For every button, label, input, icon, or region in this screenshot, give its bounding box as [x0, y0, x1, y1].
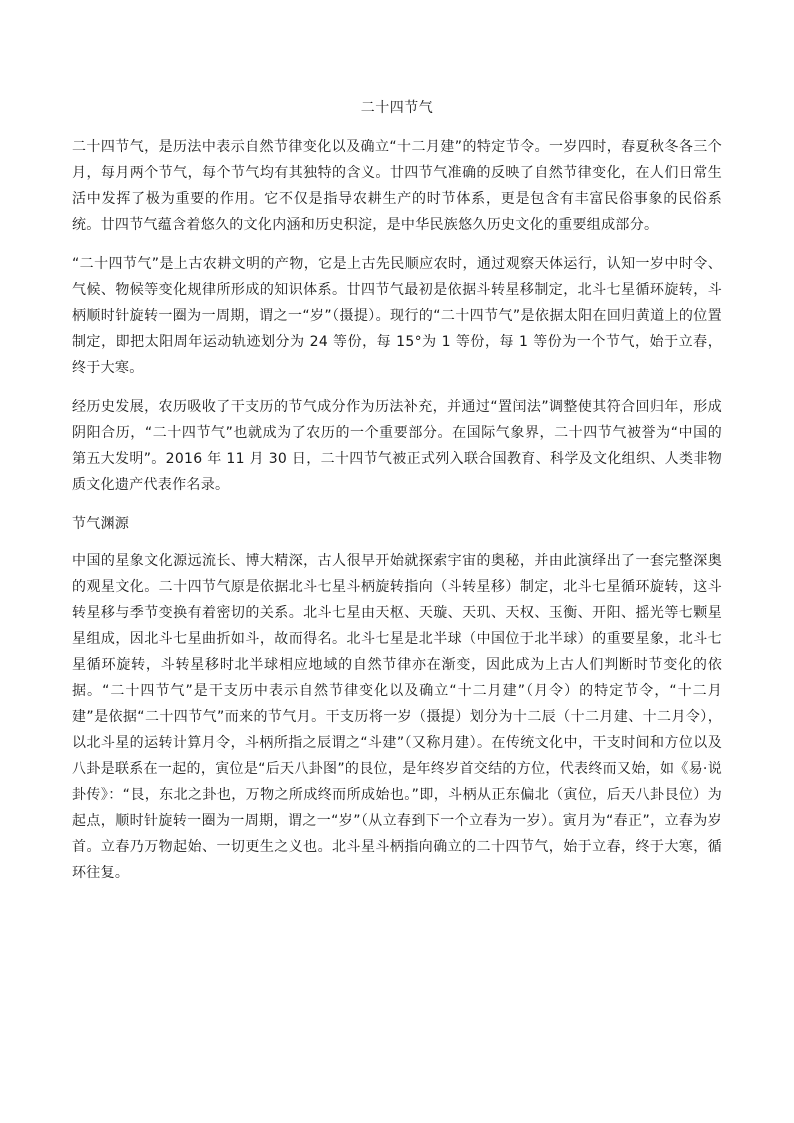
document-page — [72, 96, 722, 886]
document-title: 二十四节气 — [360, 100, 434, 116]
paragraph-section-body: 中国的星象文化源远流长、博大精深，古人很早开始就探索宇宙的奥秘，并由此演绎出了一套完整深奥的观星文化。二十四节气原是依据北斗七星斗柄旋转指向（斗转星移）制定，北斗七星循环旋转，这斗转星移与季节变换有着密切的关系。北斗七星由天枢、天璇、天玑、天权、玉衡、开阳、摇光等七颗星星组成，因北斗七星曲折如斗，故而得名。北斗七星是北半球（中国位于北半球）的重要星象，北斗七星循环旋转，斗转星移时北半球相应地域的自然节律亦在渐变，因此成为上古人们判断时节变化的依据。“二十四节气”是干支历中表示自然节律变化以及确立“十二月建”（月令）的特定节令，“十二月建”是依据“二十四节气”而来的节气月。干支历将一岁（摄提）划分为十二辰（十二月建、十二月令），以北斗星的运转计算月令，斗柄所指之辰谓之“斗建”（又称月建）。在传统文化中，干支时间和方位以及八卦是联系在一起的，寅位是“后天八卦图”的艮位，是年终岁首交结的方位，代表终而又始，如《易·说卦传》：“艮，东北之卦也，万物之所成终而所成始也。”即，斗柄从正东偏北（寅位，后天八卦艮位）为起点，顺时针旋转一圈为一周期，谓之一“岁”（从立春到下一个立春为一岁）。寅月为“春正”，立春为岁首。立春乃万物起始、一切更生之义也。北斗星斗柄指向确立的二十四节气，始于立春，终于大寒，循环往复。 — [72, 553, 722, 881]
section-heading: 节气渊源 — [72, 516, 130, 532]
paragraph-origin: “二十四节气”是上古农耕文明的产物，它是上古先民顺应农时，通过观察天体运行，认知一岁中时令、气候、物候等变化规律所形成的知识体系。廿四节气最初是依据斗转星移制定，北斗七星循环旋转，斗柄顺时针旋转一圈为一周期，谓之一“岁”（摄提）。现行的“二十四节气”是依据太阳在回归黄道上的位置制定，即把太阳周年运动轨迹划分为 24 等份，每 15°为 1 等份，每 1 等份为一个节气，始于立春，终于大寒。 — [72, 256, 722, 376]
paragraph-intro: 二十四节气，是历法中表示自然节律变化以及确立“十二月建”的特定节令。一岁四时，春夏秋冬各三个月，每月两个节气，每个节气均有其独特的含义。廿四节气准确的反映了自然节律变化，在人们日常生活中发挥了极为重要的作用。它不仅是指导农耕生产的时节体系，更是包含有丰富民俗事象的民俗系统。廿四节气蕴含着悠久的文化内涵和历史积淀，是中华民族悠久历史文化的重要组成部分。 — [72, 139, 722, 233]
paragraph-history: 经历史发展，农历吸收了干支历的节气成分作为历法补充，并通过“置闰法”调整使其符合回归年，形成阴阳合历，“二十四节气”也就成为了农历的一个重要部分。在国际气象界，二十四节气被誉为“中国的第五大发明”。2016 年 11 月 30 日，二十四节气被正式列入联合国教育、科学及文化组织、人类非物质文化遗产代表作名录。 — [72, 399, 722, 493]
